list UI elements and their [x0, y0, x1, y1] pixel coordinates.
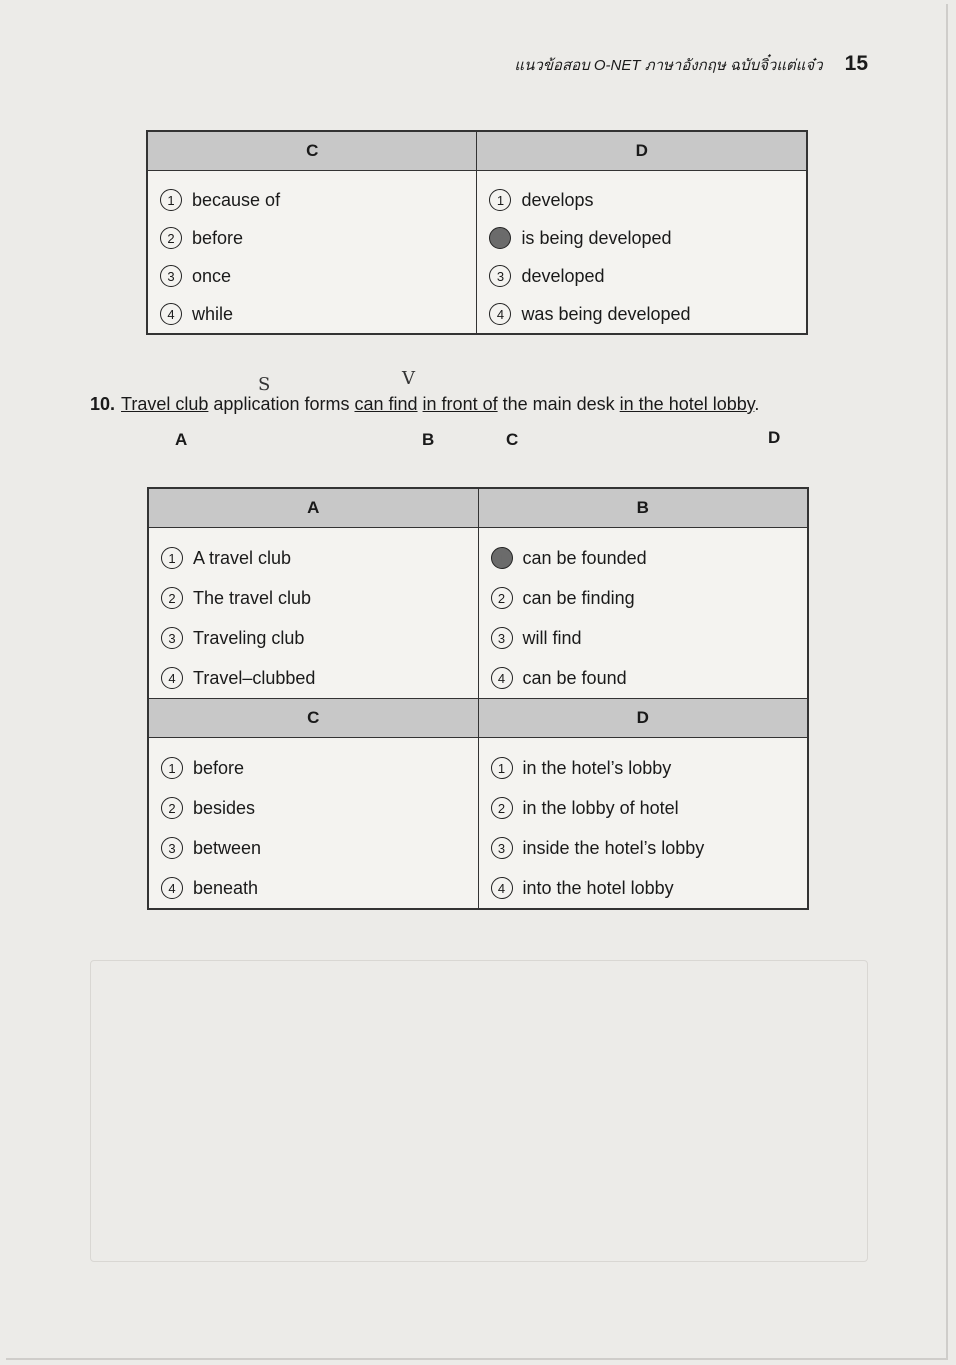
option[interactable] — [161, 578, 478, 618]
option-number: 1 — [160, 189, 182, 211]
col-d-heading: D — [478, 699, 808, 738]
option-number: 1 — [489, 189, 511, 211]
option-number: 3 — [491, 627, 513, 649]
option-number: 3 — [161, 837, 183, 859]
marker-d: D — [768, 428, 781, 447]
col-b-heading: B — [478, 488, 808, 528]
option[interactable] — [491, 788, 807, 828]
option[interactable] — [491, 618, 807, 658]
book-title: แนวข้อสอบ O-NET ภาษาอังกฤษ ฉบับจิ๋วแต่แจ๋ว — [514, 57, 823, 74]
option-marked[interactable] — [489, 219, 806, 257]
option[interactable] — [161, 618, 478, 658]
option[interactable] — [491, 868, 807, 908]
option[interactable] — [161, 828, 478, 868]
option[interactable] — [160, 181, 476, 219]
option-number: 2 — [161, 797, 183, 819]
option[interactable] — [491, 828, 807, 868]
option-number: 2 — [491, 587, 513, 609]
segment-c: in front of — [422, 394, 498, 414]
option-number: 3 — [489, 265, 511, 287]
option[interactable] — [161, 658, 478, 698]
option-number: 3 — [161, 627, 183, 649]
option[interactable] — [160, 257, 476, 295]
option-text: The travel club — [193, 587, 312, 608]
option-text: in the hotel’s lobby — [522, 757, 672, 778]
option-text: once — [192, 265, 232, 286]
option[interactable] — [491, 658, 807, 698]
marker-c: C — [506, 430, 519, 449]
option-text: was being developed — [521, 303, 691, 324]
option-text: A travel club — [193, 547, 292, 568]
option-number: 3 — [160, 265, 182, 287]
option-text: before — [193, 757, 245, 778]
q9-options-table — [146, 130, 808, 335]
option[interactable] — [160, 295, 476, 333]
col-c-options — [148, 738, 478, 910]
option-marked[interactable] — [491, 538, 807, 578]
option-number: 4 — [161, 667, 183, 689]
handwritten-v: V — [402, 368, 415, 389]
option-number: 4 — [491, 877, 513, 899]
option-text: will find — [522, 627, 582, 648]
option[interactable] — [160, 219, 476, 257]
option-text: developed — [521, 265, 605, 286]
option-text: Travel–clubbed — [193, 667, 316, 688]
option-text: Traveling club — [193, 627, 305, 648]
option-text: besides — [193, 797, 256, 818]
option[interactable] — [489, 295, 806, 333]
option-text: before — [192, 227, 244, 248]
option-number: 4 — [491, 667, 513, 689]
option-number: 3 — [491, 837, 513, 859]
page-number: 15 — [844, 52, 868, 75]
col-c-heading: C — [148, 699, 478, 738]
col-b-options — [478, 528, 808, 699]
option[interactable] — [491, 578, 807, 618]
col-a-options — [148, 528, 478, 699]
col-d-heading: D — [477, 131, 807, 171]
option-number: 2 — [491, 797, 513, 819]
option[interactable] — [161, 748, 478, 788]
col-d-options — [478, 738, 808, 910]
option-number-marked: 2 — [489, 227, 511, 249]
segment-text: application forms — [208, 394, 355, 414]
option-number: 2 — [160, 227, 182, 249]
option-text: is being developed — [521, 227, 672, 248]
marker-b: B — [422, 430, 435, 449]
option-text: because of — [192, 189, 281, 210]
option-text: into the hotel lobby — [522, 877, 674, 898]
option-number: 1 — [161, 757, 183, 779]
col-d-options — [477, 171, 807, 335]
option-text: can be founded — [522, 547, 647, 568]
option[interactable] — [161, 868, 478, 908]
option-text: while — [192, 303, 234, 324]
segment-a: Travel club — [121, 394, 209, 414]
option[interactable] — [161, 788, 478, 828]
question-number: 10. — [90, 394, 116, 414]
option[interactable] — [489, 181, 806, 219]
option-text: develops — [521, 189, 594, 210]
option-number: 1 — [161, 547, 183, 569]
segment-text: . — [754, 394, 760, 414]
option-number: 4 — [160, 303, 182, 325]
option-number-marked: 1 — [491, 547, 513, 569]
option[interactable] — [491, 748, 807, 788]
option-number: 4 — [489, 303, 511, 325]
option-text: inside the hotel’s lobby — [522, 837, 705, 858]
segment-text: the main desk — [497, 394, 620, 414]
option-number: 4 — [161, 877, 183, 899]
option[interactable] — [161, 538, 478, 578]
question-10 — [90, 394, 759, 415]
option[interactable] — [489, 257, 806, 295]
option-text: can be finding — [522, 587, 635, 608]
col-c-heading: C — [147, 131, 477, 171]
option-text: beneath — [193, 877, 259, 898]
col-c-options — [147, 171, 477, 335]
option-number: 2 — [161, 587, 183, 609]
col-a-heading: A — [148, 488, 478, 528]
option-text: in the lobby of hotel — [522, 797, 679, 818]
page-header — [514, 52, 868, 77]
option-number: 1 — [491, 757, 513, 779]
marker-a: A — [175, 430, 188, 449]
option-text: can be found — [522, 667, 627, 688]
show-through-box — [90, 960, 868, 1262]
segment-d: in the hotel lobby — [619, 394, 755, 414]
segment-b: can find — [354, 394, 418, 414]
q10-options-table — [147, 487, 809, 910]
handwritten-s: S — [258, 374, 271, 395]
option-text: between — [193, 837, 262, 858]
